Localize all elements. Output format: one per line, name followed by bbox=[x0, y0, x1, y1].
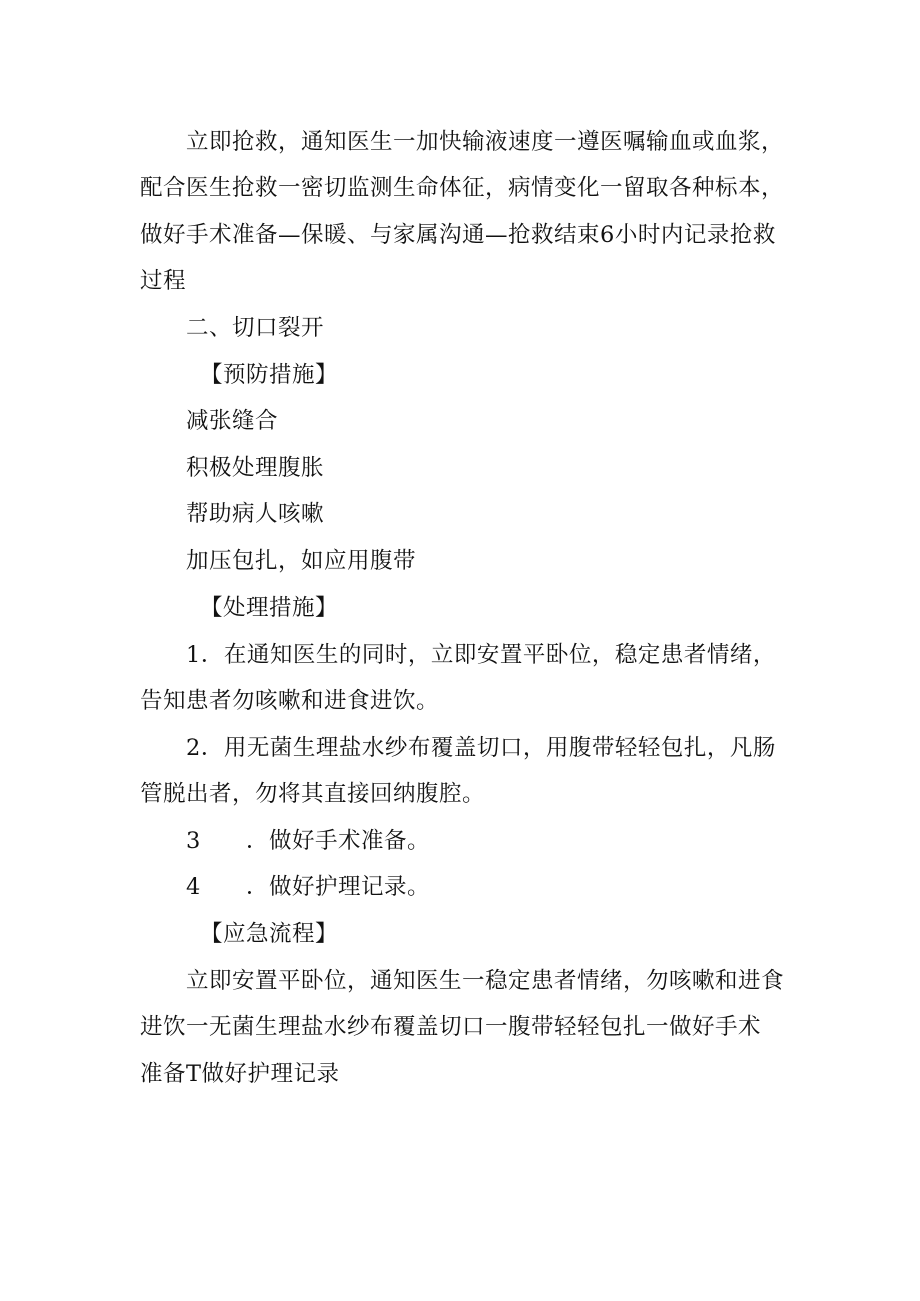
prevention-heading: 【预防措施】 bbox=[200, 362, 339, 388]
emergency-line: 进饮一无菌生理盐水纱布覆盖切口一腹带轻轻包扎一做好手术 bbox=[140, 1014, 762, 1040]
item-number: 4 bbox=[186, 874, 201, 900]
paragraph-line: 配合医生抢救一密切监测生命体征，病情变化一留取各种标本， bbox=[140, 175, 785, 201]
treatment-item-3 bbox=[186, 827, 430, 855]
prevention-item: 减张缝合 bbox=[186, 408, 279, 434]
emergency-line: 准备T做好护理记录 bbox=[140, 1061, 340, 1087]
prevention-item: 加压包扎，如应用腹带 bbox=[186, 548, 417, 574]
paragraph-line: 过程 bbox=[140, 268, 187, 294]
emergency-heading: 【应急流程】 bbox=[200, 921, 339, 947]
treatment-item-2-line: 管脱出者，勿将其直接回纳腹腔。 bbox=[140, 781, 486, 807]
treatment-heading: 【处理措施】 bbox=[200, 595, 339, 621]
treatment-item-1-line: 告知患者勿咳嗽和进食进饮。 bbox=[140, 688, 440, 714]
prevention-item: 帮助病人咳嗽 bbox=[186, 501, 325, 527]
paragraph-line: 做好手术准备—保暖、与家属沟通—抢救结束6小时内记录抢救 bbox=[140, 222, 776, 248]
treatment-item-2-line: 2．用无菌生理盐水纱布覆盖切口，用腹带轻轻包扎，凡肠 bbox=[186, 735, 776, 761]
paragraph-line: 立即抢救，通知医生一加快输液速度一遵医嘱输血或血浆， bbox=[186, 129, 785, 155]
treatment-item-1-line: 1．在通知医生的同时，立即安置平卧位，稳定患者情绪， bbox=[186, 642, 776, 668]
item-number: 3 bbox=[186, 828, 201, 854]
emergency-line: 立即安置平卧位，通知医生一稳定患者情绪，勿咳嗽和进食 bbox=[186, 968, 785, 994]
item-text: ．做好手术准备。 bbox=[246, 828, 431, 854]
section-heading: 二、切口裂开 bbox=[186, 315, 325, 341]
prevention-item: 积极处理腹胀 bbox=[186, 455, 325, 481]
item-text: ．做好护理记录。 bbox=[246, 874, 431, 900]
treatment-item-4 bbox=[186, 873, 430, 901]
